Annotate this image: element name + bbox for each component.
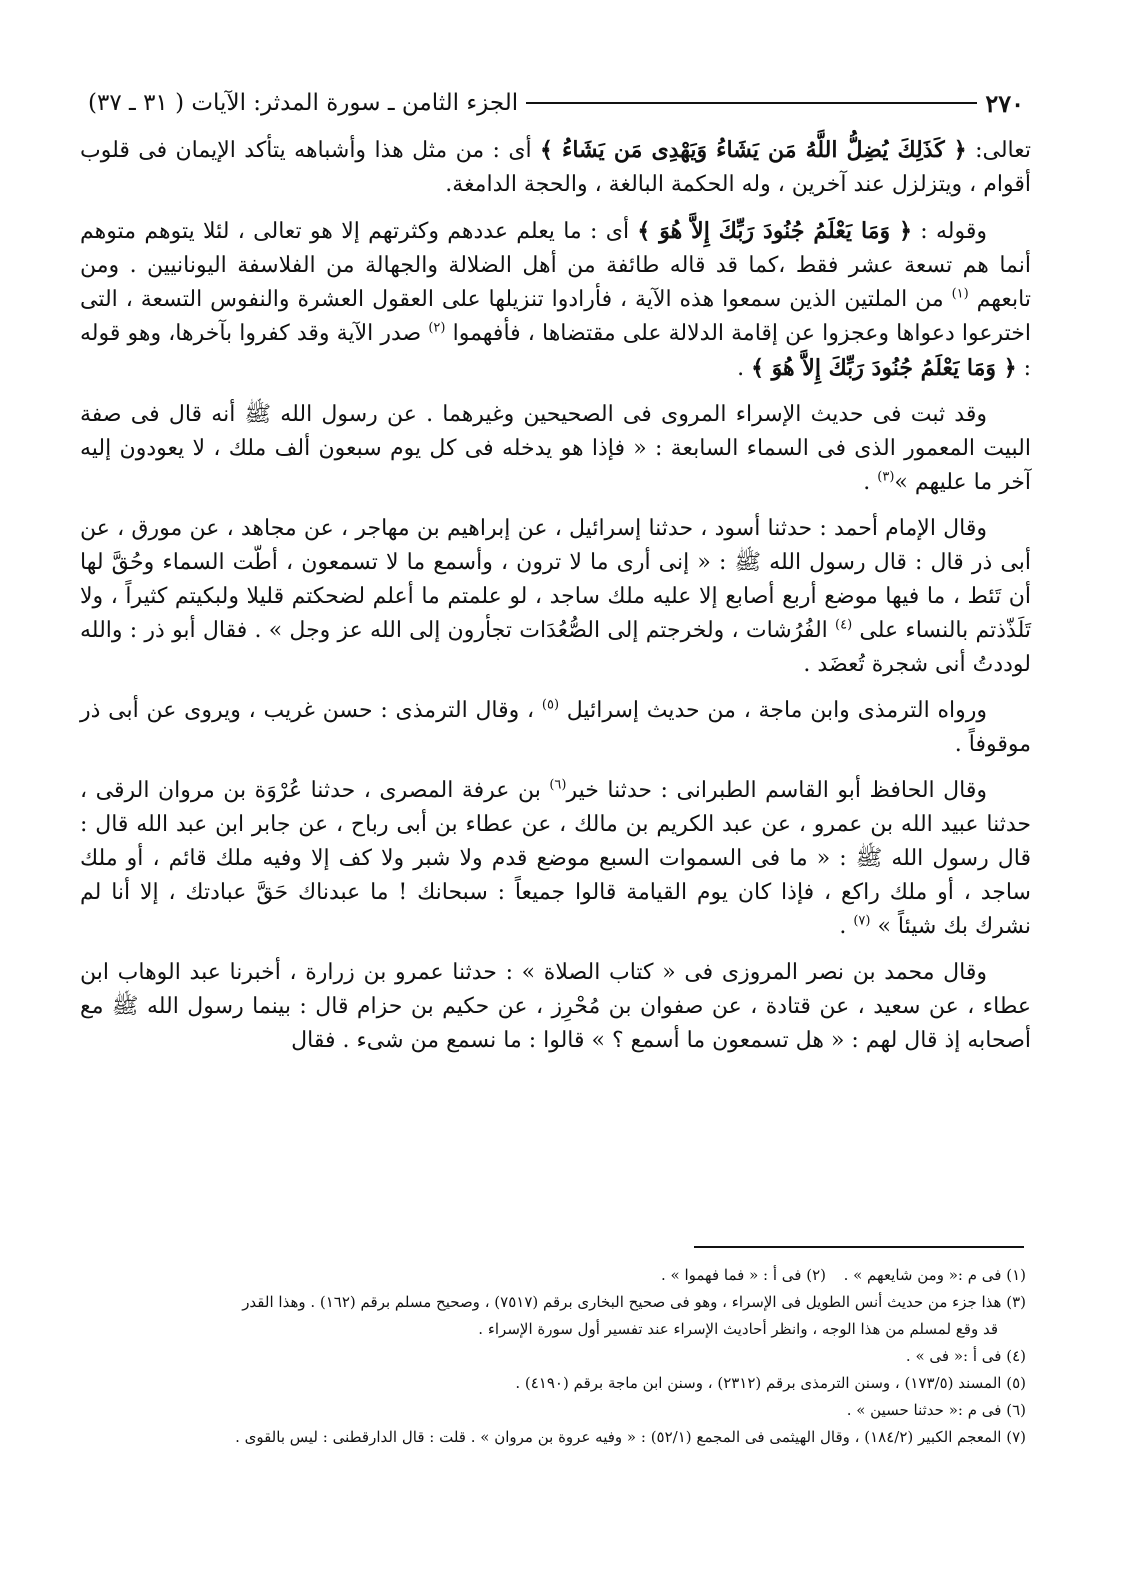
- footnote-ref: (٦): [549, 777, 567, 793]
- footnote-ref: (٢): [428, 320, 446, 336]
- main-text: [80, 133, 1031, 1070]
- paragraph: وقال الإمام أحمد : حدثنا أسود ، حدثنا إسرائيل ، عن إبراهيم بن مهاجر ، عن مجاهد ، عن مورق ، عن أبى ذر قال : قال رسول الله ﷺ : « إنى أرى ما لا ترون ، وأسمع ما لا تسمعون ، أطّت السماء وحُقَّ لها أن تَئط ، ما فيها موضع أربع أصابع إلا عليه ملك ساجد ، لو علمتم ما أعلم لضحكتم قليلا ولبكيتم كثيراً ، ولا تَلَذّذتم بالنساء على $^{(٤)}$ الفُرُشات ، ولخرجتم إلى الصُّعُدَات تجأرون إلى الله عز وجل » . فقال أبو ذر : والله لوددتُ أنى شجرة تُعضَد .: [80, 516, 1031, 677]
- paragraph: وقال محمد بن نصر المروزى فى « كتاب الصلاة » : حدثنا عمرو بن زرارة ، أخبرنا عبد الوهاب ابن عطاء ، عن سعيد ، عن قتادة ، عن صفوان بن مُحْرِز ، عن حكيم بن حزام قال : بينما رسول الله ﷺ مع أصحابه إذ قال لهم : « هل تسمعون ما أسمع ؟ » قالوا : ما نسمع من شىء . فقال: [80, 960, 1031, 1053]
- header-rule: [526, 102, 977, 104]
- footnote-5: (٥) المسند (١٧٣/٥) ، وسنن الترمذى برقم (٢٣١٢) ، وسنن ابن ماجة برقم (٤١٩٠) .: [515, 1374, 1026, 1392]
- page-number: ٢٧٠: [985, 88, 1024, 118]
- paragraph: تعالى: ﴿ كَذَلِكَ يُضِلُّ اللَّهُ مَن يَشَاءُ وَيَهْدِى مَن يَشَاءُ ﴾ أى : من مثل هذا وأشباهه يتأكد الإيمان فى قلوب أقوام ، ويتزلزل عند آخرين ، وله الحكمة البالغة ، والحجة الدامغة.: [80, 137, 1031, 197]
- running-header: [88, 85, 1024, 121]
- paragraph: ورواه الترمذى وابن ماجة ، من حديث إسرائيل $^{(٥)}$ ، وقال الترمذى : حسن غريب ، ويروى عن أبى ذر موقوفاً .: [80, 697, 1031, 757]
- footnote-4: (٤) فى أ :« فى » .: [905, 1347, 1026, 1365]
- footnote-row: [84, 1262, 1026, 1289]
- footnote-ref: (٧): [853, 913, 871, 929]
- footnote-ref: (٥): [541, 697, 560, 713]
- quran-verse: ﴿ وَمَا يَعْلَمُ جُنُودَ رَبِّكَ إِلاَّ هُوَ ﴾: [751, 355, 1017, 381]
- paragraph: وقد ثبت فى حديث الإسراء المروى فى الصحيحين وغيرهما . عن رسول الله ﷺ أنه قال فى صفة البيت المعمور الذى فى السماء السابعة : « فإذا هو يدخله فى كل يوم سبعون ألف ملك ، لا يعودون إليه آخر ما عليهم »$^{(٣)}$ .: [80, 402, 1031, 495]
- footnotes: [84, 1262, 1026, 1451]
- footnote-separator: [694, 1246, 1024, 1248]
- paragraph: وقال الحافظ أبو القاسم الطبرانى : حدثنا خير$^{(٦)}$ بن عرفة المصرى ، حدثنا عُرْوَة بن مروان الرقى ، حدثنا عبيد الله بن عمرو ، عن عبد الكريم بن مالك ، عن عطاء بن أبى رباح ، عن جابر ابن عبد الله قال : قال رسول الله ﷺ : « ما فى السموات السبع موضع قدم ولا شبر ولا كف إلا وفيه ملك قائم ، أو ملك ساجد ، أو ملك راكع ، فإذا كان يوم القيامة قالوا جميعاً : سبحانك ! ما عبدناك حَقَّ عبادتك ، إلا أنا لم نشرك بك شيئاً » $^{(٧)}$ .: [80, 777, 1031, 939]
- footnote-ref: (١): [951, 286, 969, 302]
- footnote-1: (١) فى م :« ومن شايعهم » .: [843, 1266, 1026, 1284]
- footnote-3-continued: قد وقع لمسلم من هذا الوجه ، وانظر أحاديث الإسراء عند تفسير أول سورة الإسراء .: [478, 1320, 998, 1338]
- footnote-7: (٧) المعجم الكبير (١٨٤/٢) ، وقال الهيثمى فى المجمع (٥٢/١) : « وفيه عروة بن مروان » . قلت : قال الدارقطنى : ليس بالقوى .: [235, 1428, 1026, 1446]
- footnote-6: (٦) فى م :« حدثنا حسين » .: [846, 1401, 1026, 1419]
- quran-verse: ﴿ كَذَلِكَ يُضِلُّ اللَّهُ مَن يَشَاءُ وَيَهْدِى مَن يَشَاءُ ﴾: [540, 137, 967, 163]
- footnote-3: (٣) هذا جزء من حديث أنس الطويل فى الإسراء ، وهو فى صحيح البخارى برقم (٧٥١٧) ، وصحيح مسلم برقم (١٦٢) . وهذا القدر: [242, 1293, 1026, 1311]
- footnote-ref: (٣): [877, 469, 895, 485]
- paragraph: وقوله : ﴿ وَمَا يَعْلَمُ جُنُودَ رَبِّكَ إِلاَّ هُوَ ﴾ أى : ما يعلم عددهم وكثرتهم إلا هو تعالى ، لئلا يتوهم متوهم أنما هم تسعة عشر فقط ،كما قد قاله طائفة من أهل الضلالة والجهالة من الفلاسفة اليونانيين . ومن تابعهم $^{(١)}$ من الملتين الذين سمعوا هذه الآية ، فأرادوا تنزيلها على العقول العشرة والنفوس التسعة ، التى اخترعوا دعواها وعجزوا عن إقامة الدلالة على مقتضاها ، فأفهموا $^{(٢)}$ صدر الآية وقد كفروا بآخرها، وهو قوله : ﴿ وَمَا يَعْلَمُ جُنُودَ رَبِّكَ إِلاَّ هُوَ ﴾ .: [80, 218, 1031, 381]
- header-title: الجزء الثامن ـ سورة المدثر: الآيات ( ٣١ ـ ٣٧): [88, 90, 519, 116]
- footnote-2: (٢) فى أ : « فما فهموا » .: [660, 1266, 826, 1284]
- quran-verse: ﴿ وَمَا يَعْلَمُ جُنُودَ رَبِّكَ إِلاَّ هُوَ ﴾: [637, 218, 912, 244]
- footnote-ref: (٤): [835, 617, 853, 633]
